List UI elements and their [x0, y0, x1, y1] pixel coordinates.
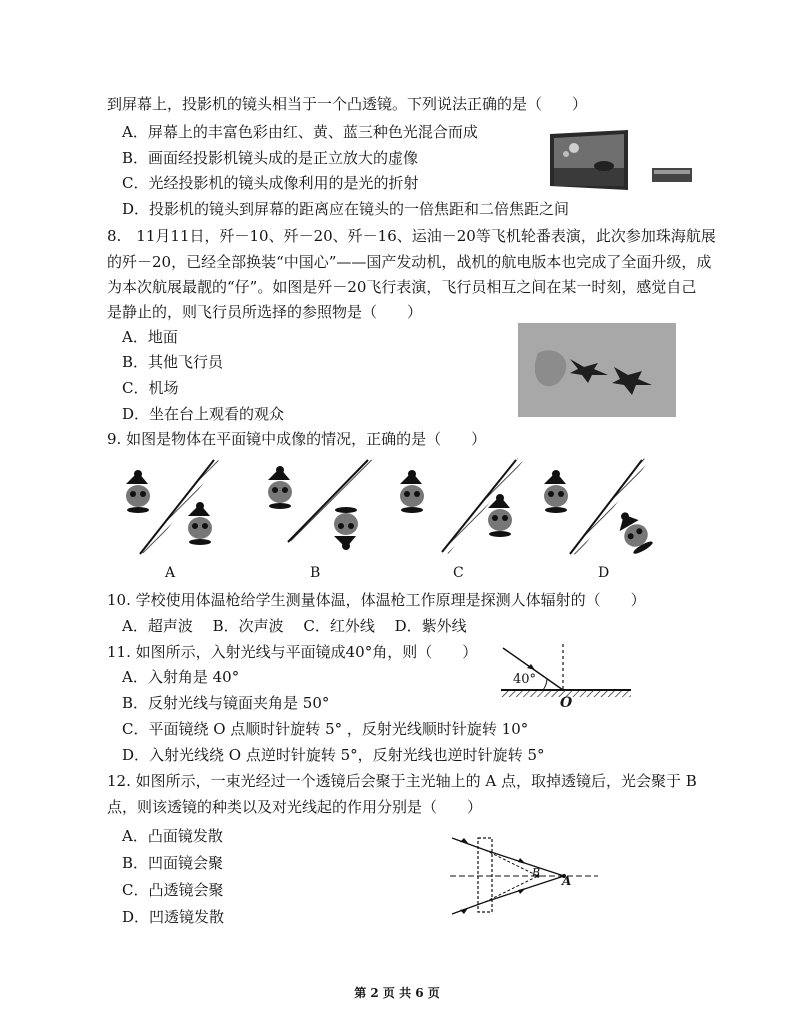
q7-option-d: D．投影机的镜头到屏幕的距离应在镜头的一倍焦距和二倍焦距之间	[122, 200, 570, 218]
q8-option-a: A．地面	[122, 328, 178, 346]
q12-stem-line-2: 点，则该透镜的种类以及对光线起的作用分别是（ ）	[107, 798, 483, 816]
q9-option-c-diagram	[400, 460, 520, 552]
q11-option-a: A．入射角是 40°	[122, 668, 240, 686]
q12-option-b: B．凹面镜会聚	[122, 854, 224, 872]
q8-stem-line-3: 为本次航展最靓的“仔”。如图是歼－20飞行表演，飞行员相互之间在某一时刻，感觉自己	[107, 278, 697, 296]
page-footer: 第 2 页 共 6 页	[354, 986, 440, 1000]
projector-screen-photo	[548, 128, 698, 194]
q7-option-c: C．光经投影机的镜头成像利用的是光的折射	[122, 174, 419, 192]
q8-stem-line-1: 8. 11月11日，歼－10、歼－20、歼－16、运油－20等飞机轮番表演，此次参加珠海航展	[107, 227, 716, 245]
q9-option-b-diagram	[268, 460, 372, 550]
q12-lens-diagram	[446, 828, 606, 918]
q8-option-c: C．机场	[122, 379, 179, 397]
q9-mirror-figure	[112, 456, 672, 561]
q9-label-d: D	[598, 565, 610, 581]
q9-label-c: C	[453, 565, 464, 581]
q8-option-b: B．其他飞行员	[122, 353, 224, 371]
q8-option-d: D．坐在台上观看的观众	[122, 405, 285, 423]
q11-angle-label: 40°	[513, 672, 537, 687]
q7-option-b: B．画面经投影机镜头成的是正立放大的虚像	[122, 149, 419, 167]
q8-stem-line-4: 是静止的，则飞行员所选择的参照物是（ ）	[107, 303, 423, 321]
q10-stem: 10. 学校使用体温枪给学生测量体温，体温枪工作原理是探测人体辐射的（ ）	[107, 591, 646, 609]
q7-option-a: A．屏幕上的丰富色彩由红、黄、蓝三种色光混合而成	[122, 123, 478, 141]
q7-stem: 到屏幕上，投影机的镜头相当于一个凸透镜。下列说法正确的是（ ）	[107, 95, 588, 113]
q12-point-b: B	[532, 866, 541, 879]
q9-stem: 9. 如图是物体在平面镜中成像的情况，正确的是（ ）	[107, 430, 487, 448]
q12-option-c: C．凸透镜会聚	[122, 881, 224, 899]
q11-point-o: O	[560, 695, 573, 711]
q9-option-a-diagram	[126, 460, 218, 554]
q12-option-d: D．凹透镜发散	[122, 908, 225, 926]
q11-option-c: C．平面镜绕 O 点顺时针旋转 5° ，反射光线顺时针旋转 10°	[122, 720, 529, 738]
q9-label-b: B	[310, 565, 321, 581]
j20-flight-photo	[518, 323, 676, 417]
q9-option-d-diagram	[544, 460, 655, 556]
q11-stem: 11. 如图所示，入射光线与平面镜成40°角，则（ ）	[107, 643, 478, 661]
q12-point-a: A	[562, 874, 572, 888]
q12-option-a: A．凸面镜发散	[122, 827, 223, 845]
q10-options: A．超声波 B．次声波 C．红外线 D．紫外线	[122, 617, 467, 635]
q11-option-b: B．反射光线与镜面夹角是 50°	[122, 694, 330, 712]
q11-option-d: D．入射光线绕 O 点逆时针旋转 5°，反射光线也逆时针旋转 5°	[122, 746, 545, 764]
q9-label-a: A	[165, 565, 176, 581]
q8-stem-line-2: 的歼－20，已经全部换装“中国心”——国产发动机，战机的航电版本也完成了全面升级，成	[107, 253, 712, 271]
q12-stem-line-1: 12. 如图所示，一束光经过一个透镜后会聚于主光轴上的 A 点，取掉透镜后，光会聚于 B	[107, 772, 697, 790]
